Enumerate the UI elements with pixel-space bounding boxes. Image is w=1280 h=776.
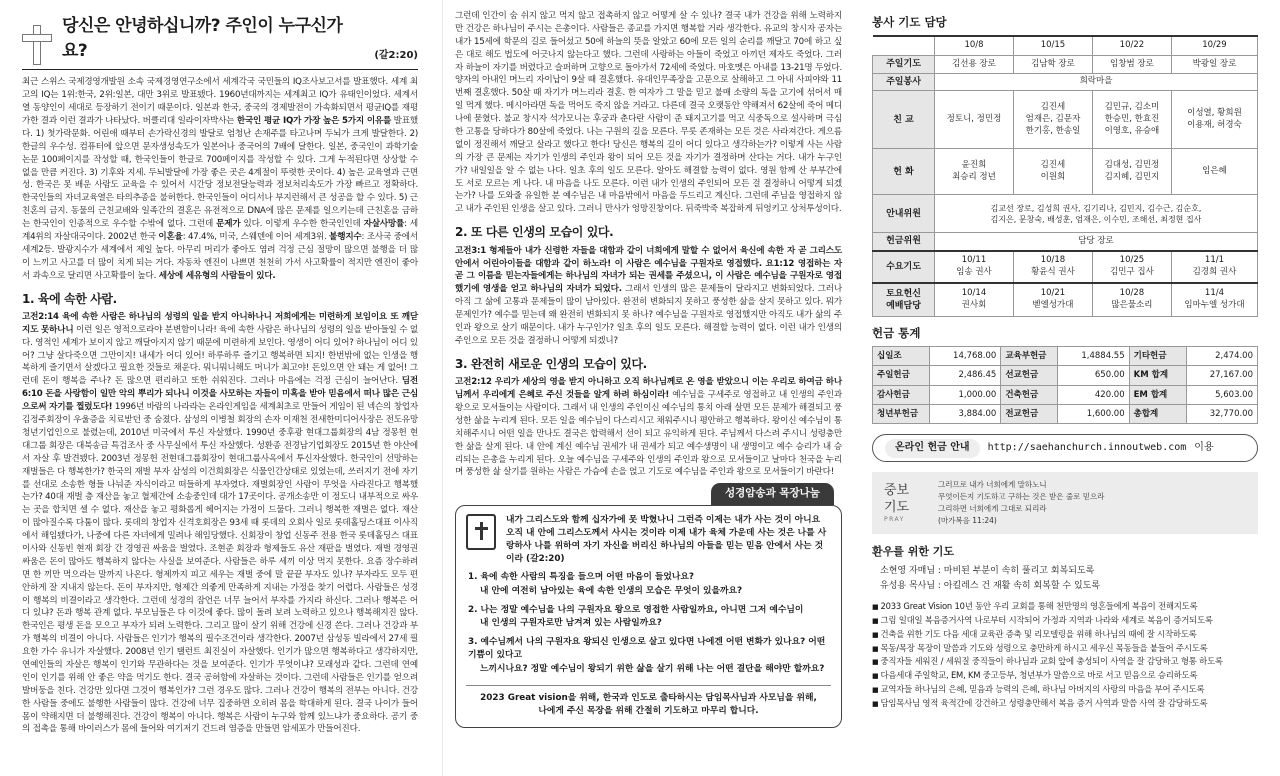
intercession-banner — [872, 472, 1258, 534]
announcements-column — [860, 0, 1280, 776]
offering-row: 십일조 14,768.00 교육부헌금 1,4884.55 기타헌금 2,474.00 — [873, 347, 1258, 366]
question-2: 2. 나는 정말 예수님을 나의 구원자요 왕으로 영접한 사람일까요, 아니면 그저 예수님이 내 인생의 구원자로만 남겨져 있는 사람일까요? — [468, 604, 804, 629]
duty-date: 10/15 — [1013, 36, 1092, 56]
section-3-heading: 3. 완전히 새로운 인생의 모습이 있다. — [455, 356, 647, 371]
question-1: 1. 육에 속한 사람의 특징을 들으며 어떤 마음이 들었나요? 내 안에 여전히 남아있는 육에 속한 인생의 모습은 무엇이 있을까요? — [468, 572, 743, 596]
list-item: ■ 목동/목장 목장이 말씀과 기도와 성령으로 충만하게 하시고 세우신 목동들을 붙들어 주시도록 — [872, 642, 1258, 656]
list-item: 소현영 자매님 : 마비된 부분이 속히 풀리고 회복되도록 — [880, 566, 1095, 577]
duty-table — [872, 35, 1258, 318]
duty-row: 헌 화 윤진희 최승리 정년 김진세 이원희 김대성, 김민정 김지혜, 김민지 임은혜 — [873, 149, 1258, 195]
offering-title: 헌금 통계 — [872, 326, 921, 341]
list-item: ■ 교역자들 하나님의 은혜, 믿음과 능력의 은혜, 하나님 아버지의 사랑의 마음을 부어 주시도록 — [872, 683, 1258, 697]
wednesday-prayer-row: 수요기도 10/11 임송 권사 10/18 황윤식 권사 10/25 김민구 집사 11/1 김경희 권사 — [873, 251, 1258, 283]
online-offering-suffix: 이용 — [1194, 442, 1214, 454]
section-1-body: 고전2:14 육에 속한 사람은 하나님의 성령의 일을 받지 아니하나니 저희에게는 미련하게 보임이요 또 깨닫지도 못하나니 이런 일은 영적으로라야 분변함이니라! 육에 속한 사람은 하나님의 성령의 일을 받아들일 수 없다. 영적인 세계가 보이지 않고 깨달아지지 않기 때문에 미련하게 보인다. 영생이 어디 있어? 하나님이 어디 있어? 그냥 살다죽으면 그만이지! 내세가 어디 있어! 하루하루 즐기고 행복하면 되지! 한번밖에 없는 인생을 행복하게 즐기면서 살겠다고 필요한 것들로 채운다. 뭐니뭐니해도 머니가 최고야! 돈있으면 안 돼는 게 없어! 그런데 돈이 행복을 주나? 돈 많으면 편리하고 또한 쉬워진다. 그러나 마음에는 걱정 근심이 늘어난다. 딤전6:10 돈을 사랑함이 일만 악의 뿌리가 되나니 이것을 사모하는 자들이 미혹을 받아 믿음에서 떠나 많은 근심으로써 자기를 찔렀도다! 1996년 바람의 나라라는 온라인게임을 세계최초로 만들어 게임이 된 넥슨의 창업자 김정주회장이 우울증을 치료받던 중 숨졌다. 삼성의 이병철 회장의 손자 이재천 전새한미디어사장은 전도유망 청년기업인으로 불렸는데, 2010년 미국에서 투신 자살했다. 1990년 중후광 현대그룹회장의 4남 정몽헌 현대그룹 회장은 대북송금 특검조사 중 사무실에서 투신 자살했다. 성환종 전경남기업회장도 2015년 한 야산에서 자살 후 발견됐다. 2003년 정몽헌 전현대그룹회장이 현대그룹사옥에서 투신자살했다. 한국인이 선망하는 재벌들은 다 행복한가? 한국의 재벌 부자 삼성의 이건희회장은 식물인간상태로 있었는데, 쓰러지기 전에 자기를 선대로 소송한 형들 나눠준 자식이라고 떠들하게 부자였다. 재벌회장인 사람이 무엇을 사라진다고 행복했는가? 40대 재벌 층 재산을 놓고 혈제간에 소송중인데 대가 17곳이다. 공개소송만 이 정도니 내부적으로 싸우는 곳을 합치면 셀 수 없다. 재산을 놓고 평화롭게 헤어지는 가정이 드물다. 그러니 행복한 재벌은 없다. 재산이 많아질수록 다툼이 많다. 롯데의 창업자 신격호회장은 93세 때 롯데의 오회사 일로 롯데홀딩스대표 이사직에서 해임됐다가, 나중에 다른 자녀에게 밀려나 해임당했다. 신회장이 창업 신동주 전용 한국 롯데홀딩스 대표 이사와 신동빈 현재 회장 간 경영권 싸움을 벌였다. 조현준 회장과 형제들도 유산 재판을 벌였다. 재벌 경영권 싸움은 돈이 많아도 행복하지 않다는 사실을 보여준다. 사람들은 하루 세끼 이상 먹지 못한다. 요즘 장수하려면 한 끼만 먹으라는 말까지 나온다. 형제까지 피고 세우는 재벌 중에 말 끝끝 부자도 있나? 부자라도 모두 편안하게 잘 지내지 않는다. 돈이 부자지만, 형제간 의좋게 만족하게 지내는 가정을 찾기 어렵다. 사람들은 성경이 행복의 비결이라고 생각한다. 그런데 성경의 잠언은 너무 늘어서 부자를 가지라 하신다. 그러나 행복은 어디 있냐? 돈과 행복 관계 없다. 부모님들은 다 이것에 좋다. 많이 돌려 보려 노력하고 있으나 행복해지진 않다. 한국인은 평생 돈을 모으고 부자가 되려 노력한다. 그리고 많이 살기 위해 건강에 신경 쓴다. 그러나 건강과 부가 행복의 비결이 아니다. 사람들은 인기가 행복의 필수조건이라 생각한다. 2007년 삼성동 빌라에서 27세 필요한 가수 유니가 자살했다. 2008년 인기 탤런트 최진실이 자살했다. 인기가 많으면 행복하다고 생각하지만, 연예인들의 자살은 행복이 인기와 무관하다는 것을 보여준다. 인기가 무엇이냐? 모래성과 같다. 그런데 연예인이 인기를 위해 안 좋은 약을 먹기도 한다. 결국 공허함에 자살하는 것이다. 그런데 사람들은 인기를 얻으려 발버둥을 친다. 건강만 있다면 그것이 행복인가? 그런 경우도 많다. 그러나 건강이 행복의 전부는 아니다. 건강한 사람들 중에도 불행한 사람들이 많다. 건강에 너무 집중하면 오히려 몸을 학대하게 된다. 결국 나이가 들어 몸이 약해지면 더 불행해진다. 건강이 행복이 아니다. 행복은 사람이 누구와 함께 있느냐가 중요하다. 공기 중의 접촉을 통해 바이러스가 몸에 들어와 여기저기 건드려 염증을 만들면 암세포가 만들어진다. — [22, 311, 418, 735]
intercession-verse: 그러므로 내가 너희에게 말하노니 무엇이든지 기도하고 구하는 것은 받은 줄로 믿으라 그리하면 너희에게 그대로 되리라 (마가복음 11:24) — [938, 480, 1105, 526]
bible-icon — [466, 514, 496, 550]
online-offering-link[interactable]: http://saehanchurch.innoutweb.com — [987, 442, 1187, 454]
intercession-word: 중보 기도 PRAY — [884, 483, 910, 523]
question-3: 3. 예수님께서 나의 구원자요 왕되신 인생으로 살고 있다면 나에겐 어떤 변화가 있나요? 어떤 기쁨이 있다고 느끼시나요? 정말 예수님이 왕되기 위한 삶을 살기 위해 나는 어떤 결단을 해야만 할까요? — [468, 636, 826, 674]
patient-prayer-title: 환우를 위한 기도 — [872, 545, 955, 559]
offering-row: 주일헌금 2,486.45 선교헌금 650.00 KM 합계 27,167.00 — [873, 366, 1258, 385]
cross-icon — [22, 25, 50, 63]
duty-row: 주일기도 김선용 장로 김남학 장로 임창범 장로 박광일 장로 — [873, 56, 1258, 74]
online-offering-banner — [872, 434, 1258, 462]
list-item: ■ 2033 Great Vision 10년 동안 우리 교회를 통해 천만명의 영혼들에게 복음이 전해지도록 — [872, 600, 1258, 614]
section-3-body: 고전2:12 우리가 세상의 영을 받지 아니하고 오직 하나님께로 온 영을 받았으니 이는 우리로 하여금 하나님께서 우리에게 은혜로 주신 것들을 알게 하려 하심이라! 예수님을 구세주로 영접하고 내 인생의 주인과 왕으로 모셔들이는 사람이다. 그래서 내 인생의 주인이신 예수님의 통치 아래 살면 모든 문제가 해결되고 풍성한 삶을 누리게 된다. 모든 일을 예수님이 다스리시고 채워주시니 평안하고 행복하다. 왕이신 예수님이 통치해주시니 어떤 일을 만나도 결국은 합력해서 선이 되고 유익하게 된다. 주님께서 다스려 주시니 성령충만한 삶을 살게 된다. 내 안에 계신 예수님 권세가 내 권세가 되고 예수생명이 내 생명이고 예수 승리가 내 승리되는 은총을 누리게 된다. 오늘 예수님을 구세주와 인생의 주인과 왕으로 모셔들이고 날마다 천국을 누리며 풍성한 삶 살기를 원하는 사람은 가슴에 손을 얹고 기도로 예수님을 주인과 왕으로 모셔들이기 바란다! — [455, 377, 842, 478]
duty-date: 10/8 — [935, 36, 1014, 56]
list-item: ■ 중직자들 세워진 / 세워질 중직들이 하나님과 교회 앞에 충성되이 사역을 잘 감당하고 형통 하도록 — [872, 655, 1258, 669]
offering-row: 청년부헌금 3,884.00 전교헌금 1,600.00 총합계 32,770.00 — [873, 405, 1258, 424]
sermon-continued: 그런데 인간이 숨 쉬지 않고 먹지 않고 접촉하지 않고 어떻게 살 수 있나? 결국 내가 건강을 위해 노력하지만 건강은 하나님이 주시는 은총이다. 사람들은 종교를 가지면 행복할 거라 생각한다. 유교의 창시자 공자는 내가 15세에 학문의 길로 들어섰고 50에 하늘의 뜻을 알았고 60에 모든 일의 순리를 깨달고 70에 하고 싶은 대로 해도 법도에 어긋나지 않는다고 했다. 그런데 사랑하는 아들이 죽었고 아끼던 제자도 죽었다. 그러자 하늘이 자기를 버렸다고 슬퍼하며 고향으로 돌아가서 72세에 죽었다. 마호멧은 아내를 13-21명 두었다. 양자의 아내인 며느리 자이납이 9살 때 결혼했다. 유대인무족장을 고문으로 살해하고 그 아내 사피야와 11번째 결혼했다. 50살 때 자기가 며느리라 결혼. 한 여자가 그 말을 믿고 불매 소량의 독을 고기에 섞어서 매일 먹게 했다. 메시아라면 독을 먹어도 죽지 않을 거라고. 다른데 결국 오랫동안 약해져서 62살에 죽어 메디나에 묻혔다. 불교 창시자 석가모니는 후궁과 춘다란 사람이 준 돼지고기를 먹고 식중독으로 설사하며 극심한 고통을 당하다가 80살에 죽었다. 나는 구원의 길을 모른다. 무릇 존재하는 모든 것은 사라져간다. 게으름 없이 정진해서 깨달고 살라고 했다고 한다! 당신은 행복의 길이 어디 있다고 생각하는가? 이렇게 사는 사람의 가장 큰 문제는 자기가 인생의 주인과 왕이 되어 모든 것을 자기가 결정하며 산다는 거다. 내가 누구인가? 내일일을 알 수 없는 나다. 일초 후의 일도 모른다. 알아도 해결할 능력이 없다. 영원 함께 산 부부간에도 서로 모르는 게 나다. 내 마음을 나도 모른다. 이런 내가 인생의 주인되어 모든 걸 결정하니 어떻게 되겠는가? 나를 도와줄 유일한 분 예수님은 내 마음밖에서 마음을 두드리고 계신다. 그런데 주님을 영접하지 않고 내가 주인된 인생을 살고 있다. 그러니 만사가 엉망진창이다. 뒤죽박죽 복잡하게 뒤엉키고 상처투성이다. — [455, 11, 842, 215]
sermon-reference: (갈2:20) — [374, 49, 418, 61]
list-item: ■ 다음세대 주일학교, EM, KM 중고등부, 청년부가 말씀으로 바로 서고 믿음으로 승리하도록 — [872, 669, 1258, 683]
duty-row: 친 교 정토니, 정민정 김진세 엄재은, 김문자 한기홍, 한송일 김민규, 김소미 한승민, 한효진 이영호, 유승애 이성열, 황희원 이용재, 허경숙 — [873, 91, 1258, 149]
sermon-intro: 최근 스위스 국제경영개발원 소속 국제경영연구소에서 세계각국 국민들의 IQ조사보고서를 발표했다. 세계 최고의 IQ는 1위:한국, 2위:일본, 대만 3위로 발표됐다. 1960년대까지는 세계최고 IQ가 유태인이었다. 세계서열 동양인이 세대로 등장하기 전이기 때문이다. 일본과 한국, 중국의 경제발전이 가속화되면서 평균IQ를 재평가한 결과 이런 결과가 나타났다. 버클리대 일라이자박사는 한국인 평균 IQ가 가장 높은 5가지 이유를 발표했다. 1) 첫가락문화. 어린애 때부터 손가락신경의 발달로 엄청난 손재주를 타고나며 두뇌가 크게 발달한다. 2) 한글의 우수성. 컴퓨터에 앞으면 문자생성속도가 일본어나 중국어의 7배에 달한다. 일본, 중국인이 과학기술논문 100페이지를 작성할 때, 한국인들이 한글로 700페이지를 작성할 수 있다. 그게 누적된다면 상상할 수 없을 만큼 커진다. 3) 기후와 지세. 두뇌발달에 가장 좋은 곳은 4계절이 뚜렷한 곳이다. 4) 높은 교육열과 근면성. 한국은 못 배운 사람도 교육을 수 있어서 시간당 정보전달능력과 정보처리속도가 가장 빠르고 정확하다. 한국인들의 자녀교육열은 타의추종을 불허한다. 한국인들이 어디서나 부지런해서 큰 성공을 할 수 있다. 5) 근친혼의 금지. 동물의 근친교배와 일족간의 결혼은 유전적으로 DNA에 많은 문제를 일으키는데 근친혼을 금하는 한국인이 인종적으로 우수할 수밖에 없다. 그런데 문제가 있다. 이렇게 우수한 한국인인데 자살사망률: 세계4위의 자살대국이다. 2002년 한국 이혼율: 47.4%, 미국, 스웨덴에 이어 세계3위. 불행지수: 조사국 중에서 세계2등. 발광지수가 세계에서 제일 높다. 아무리 머리가 좋아도 염려 걱정 근심 절망이 많으면 불행을 더 많이 느끼고 사고를 더 많이 치게 되는 거다. 자동차 엔진이 나쁘면 천천히 가서 사고확률이 적지만 엔진이 좋아서 과속으로 달리면 사고확률이 높다. 세상에 세유형의 사람들이 있다. — [22, 77, 419, 281]
patient-list — [872, 564, 1258, 594]
list-item: ■ 그림 일대일 복음증거사역 나로부터 시작되어 가정과 지역과 나라와 세계로 복음이 증거되도록 — [872, 614, 1258, 628]
duty-date: 10/29 — [1171, 36, 1257, 56]
online-offering-label: 온라인 헌금 안내 — [885, 439, 980, 458]
section-2-heading: 2. 또 다른 인생의 모습이 있다. — [455, 225, 614, 240]
sermon-title: 당신은 안녕하십니까? 주인이 누구신가요? — [62, 16, 343, 61]
duty-title: 봉사 기도 담당 — [872, 15, 947, 29]
duty-row: 주일봉사 희락마을 — [873, 73, 1258, 91]
section-1-heading: 1. 육에 속한 사람. — [22, 291, 117, 306]
prayer-topics — [872, 600, 1258, 711]
list-item: ■ 담임목사님 영적 육적간에 강건하고 성령충만해서 복음 증거 사역과 말씀 사역 잘 감당하도록 — [872, 697, 1258, 711]
section-2-body: 고전3:1 형제들아 내가 신령한 자들을 대함과 같이 너희에게 말할 수 없어서 육신에 속한 자 곧 그리스도 안에서 어린아이들을 대함과 같이 하노라! 이 사람은 예수님을 구원자로 영접했다. 요1:12 영접하는 자 곧 그 이름을 믿는자들에게는 하나님의 자녀가 되는 권세를 주셨으니, 이 사람은 예수님을 구원자로 영접했기에 영생을 얻고 하나님의 자녀가 되었다. 그래서 인생의 많은 문제들이 달라지고 변화되었다. 그러나 아직 그 삶에 고통과 문제들이 많이 남아있다. 완전히 변화되지 못하고 풍성한 삶을 살지 못하고 있다. 뭐가 문제인가? 예수를 믿는데 왜 완전히 변화되지 못 하나? 예수님을 구원자로 영접했지만 아직도 내가 삶의 주인과 왕으로 살기 때문이다. 내가 누구인가? 일초 후의 일도 모른다. 해결할 능력이 없다. 이런 내가 인생의 주인으로 모든 것을 결정하니 어떻게 되겠니? — [455, 245, 842, 346]
memory-verse: 내가 그리스도와 함께 십자가에 못 박혔나니 그런즉 이제는 내가 사는 것이 아니요 오직 내 안에 그리스도께서 사시는 것이라 이제 내가 육체 가운데 사는 것은 나를 사랑하사 나를 위하여 자기 자신을 버리신 하나님의 아들을 믿는 믿음 안에서 사는 것이라 (갈2:20) — [506, 514, 827, 565]
meditation-box — [455, 505, 842, 728]
duty-row: 헌금위원 담당 장로 — [873, 233, 1258, 251]
list-item: 유성용 목사님 : 아킬레스 건 재활 속히 회복할 수 있도록 — [880, 581, 1101, 592]
offering-row: 감사헌금 1,000.00 건축헌금 420.00 EM 합계 5,603.00 — [873, 385, 1258, 404]
meditation-tab-label: 성경암송과 목장나눔 — [711, 483, 834, 504]
sermon-column-1 — [0, 0, 430, 776]
list-item: ■ 건축을 위한 기도 다음 세대 교육관 증축 및 리모델링을 위해 하나님의 때에 잘 시작하도록 — [872, 628, 1258, 642]
duty-row: 안내위원 김교선 장로, 김성희 권사, 김기리나, 김민지, 김수근, 김순호, 김지은, 문창숙, 배성훈, 엄재은, 이수민, 조해선, 최정현 집사 — [873, 195, 1258, 233]
duty-date-row — [873, 36, 1258, 56]
sermon-title-bar — [22, 14, 418, 70]
meditation-closing: 2023 Great vision을 위해, 한국과 인도로 출타하시는 담임목사님과 사모님을 위해, 나에게 주신 목장을 위해 간절히 기도하고 마무리 합니다. — [466, 685, 831, 719]
duty-date: 10/22 — [1092, 36, 1171, 56]
offering-table — [872, 346, 1258, 424]
sermon-column-2 — [442, 0, 852, 776]
saturday-worship-row: 토요헌신 예배담당 10/14 권사회 10/21 벧엘성가대 10/28 많은물소리 11/4 임마누엘 성가대 — [873, 283, 1258, 317]
